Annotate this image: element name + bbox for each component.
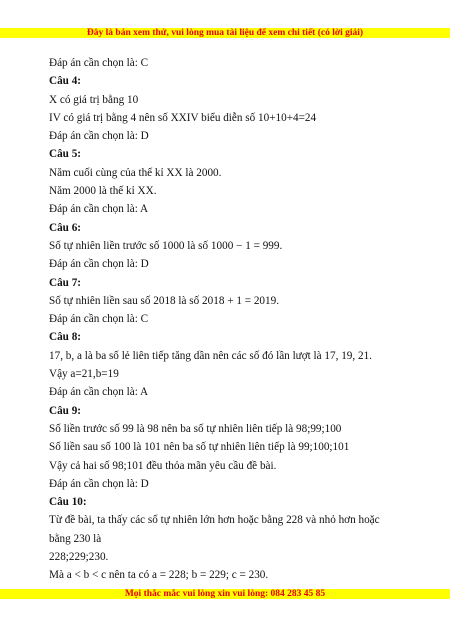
solution-line: Vậy a=21,b=19 bbox=[49, 368, 119, 381]
preview-notice-text: Đây là bản xem thử, vui lòng mua tài liệu để xem chi tiết (có lời giải) bbox=[86, 28, 364, 38]
question-heading: Câu 8: bbox=[49, 331, 82, 344]
solution-line: Số liền trước số 99 là 98 nên ba số tự nhiên liên tiếp là 98;99;100 bbox=[49, 422, 342, 435]
solution-line: bằng 230 là bbox=[49, 532, 102, 545]
question-heading: Câu 5: bbox=[49, 148, 82, 161]
solution-line: Đáp án cần chọn là: C bbox=[49, 57, 149, 69]
solution-content bbox=[49, 54, 419, 585]
contact-footer-banner bbox=[0, 589, 450, 599]
solution-line: Đáp án cần chọn là: D bbox=[49, 130, 149, 143]
solution-line: Đáp án cần chọn là: A bbox=[49, 386, 149, 399]
solution-line: Số liền sau số 100 là 101 nên ba số tự nhiên liên tiếp là 99;100;101 bbox=[49, 441, 350, 454]
solution-line: 228;229;230. bbox=[49, 551, 109, 564]
solution-line: IV có giá trị bằng 4 nên số XXIV biểu diễn số 10+10+4=24 bbox=[49, 111, 317, 124]
question-heading: Câu 7: bbox=[49, 276, 82, 289]
question-heading: Câu 6: bbox=[49, 221, 82, 234]
solution-line: Số tự nhiên liền sau số 2018 là số 2018 + 1 = 2019. bbox=[49, 294, 279, 307]
solution-line: X có giá trị bằng 10 bbox=[49, 93, 139, 106]
solution-line: Năm cuối cùng của thế kỉ XX là 2000. bbox=[49, 166, 222, 179]
solution-line: 17, b, a là ba số lẻ liên tiếp tăng dần nên các số đó lần lượt là 17, 19, 21. bbox=[49, 349, 372, 362]
question-heading: Câu 10: bbox=[49, 496, 87, 509]
solution-line: Đáp án cần chọn là: D bbox=[49, 477, 149, 490]
solution-line: Đáp án cần chọn là: D bbox=[49, 258, 149, 271]
question-heading: Câu 9: bbox=[49, 404, 82, 417]
solution-line: Đáp án cần chọn là: A bbox=[49, 203, 149, 216]
solution-line: Số tự nhiên liền trước số 1000 là số 1000 − 1 = 999. bbox=[49, 239, 283, 252]
solution-line: Từ đề bài, ta thấy các số tự nhiên lớn hơn hoặc bằng 228 và nhỏ hơn hoặc bbox=[49, 514, 380, 527]
solution-line: Đáp án cần chọn là: C bbox=[49, 313, 149, 326]
contact-footer-text: Mọi thắc mắc vui lòng xin vui lòng: 084 283 45 85 bbox=[124, 589, 326, 599]
solution-line: Năm 2000 là thế kỉ XX. bbox=[49, 185, 157, 198]
solution-line: Mà a < b < c nên ta có a = 228; b = 229; c = 230. bbox=[49, 569, 269, 582]
question-heading: Câu 4: bbox=[49, 75, 82, 88]
preview-notice-banner bbox=[0, 28, 450, 38]
solution-line: Vậy cả hai số 98;101 đều thỏa mãn yêu cầu đề bài. bbox=[49, 459, 277, 472]
